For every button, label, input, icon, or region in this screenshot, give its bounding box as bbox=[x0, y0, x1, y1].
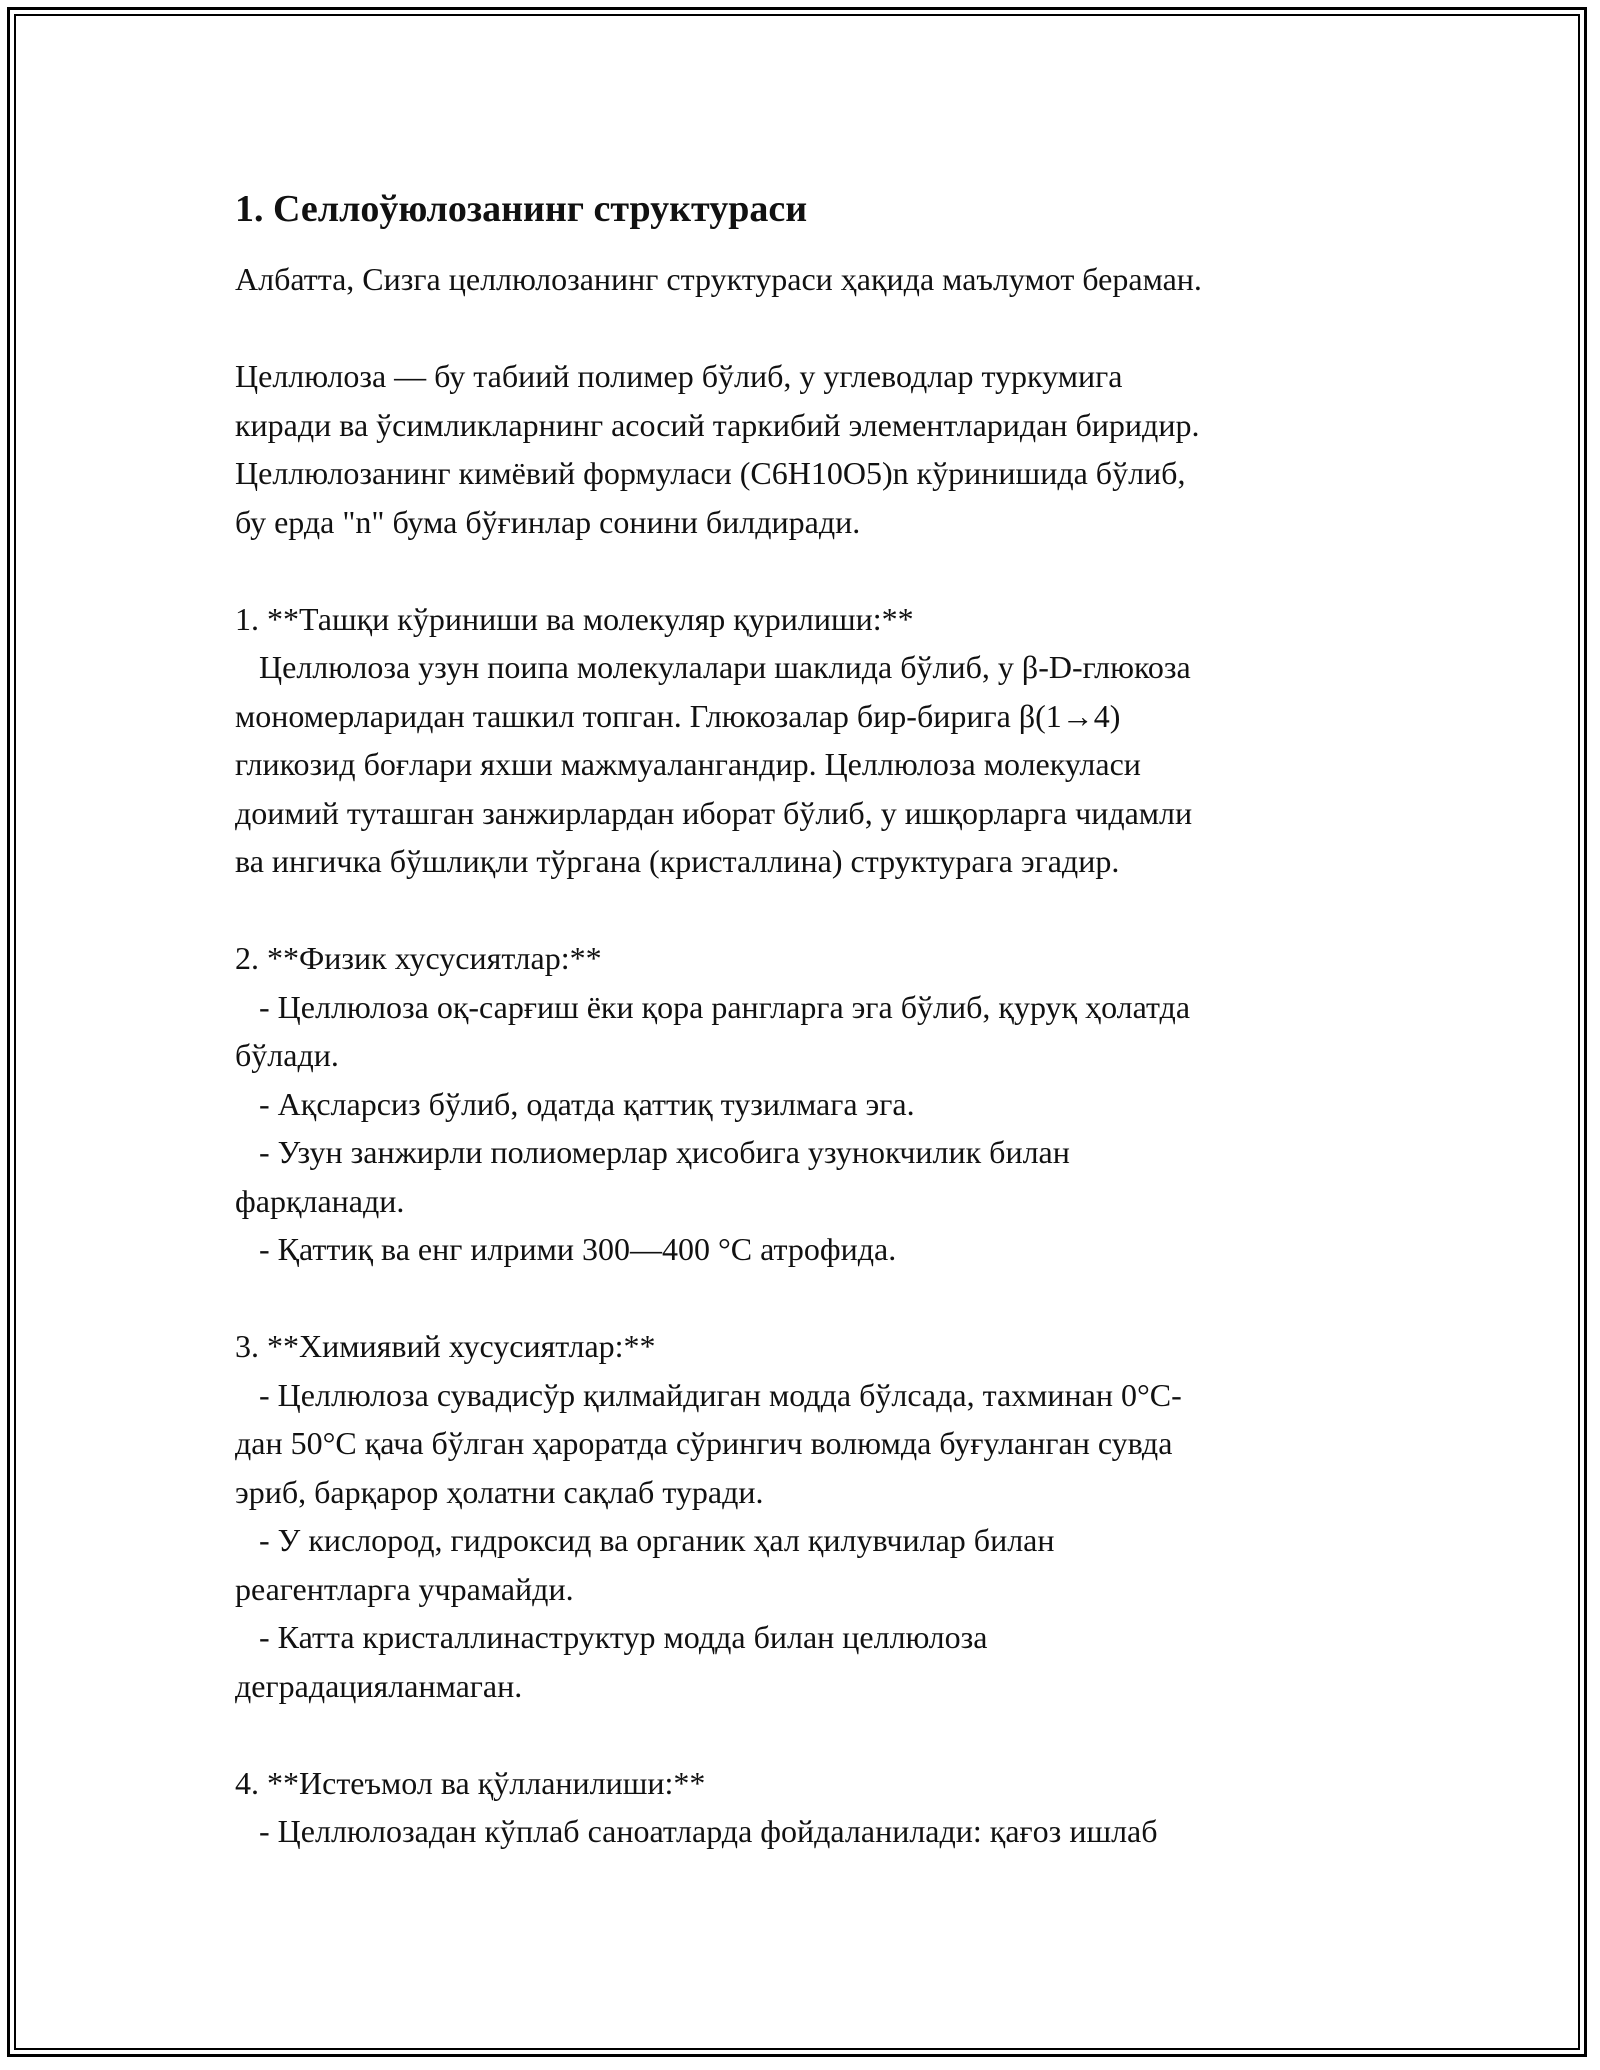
text-line: - Ақсларсиз бўлиб, одатда қаттиқ тузилмага эга. bbox=[235, 1085, 915, 1122]
text-line: фарқланади. bbox=[235, 1182, 405, 1219]
text-line: эриб, барқарор ҳолатни сақлаб туради. bbox=[235, 1473, 764, 1510]
text-line: Целлюлоза узун поипа молекулалари шаклида бўлиб, у β-D-глюкоза bbox=[235, 649, 1191, 685]
paragraph-gap bbox=[235, 546, 1385, 595]
text-line: киради ва ўсимликларнинг асосий таркибий элементларидан биридир. bbox=[235, 406, 1200, 443]
paragraph-gap bbox=[235, 304, 1385, 353]
document-body bbox=[235, 185, 1385, 1856]
text-line: Албатта, Сизга целлюлозанинг структураси ҳақида маълумот бераман. bbox=[235, 261, 1202, 297]
text-line: мономерларидан ташкил топган. Глюкозалар бир-бирига β(1→4) bbox=[235, 697, 1121, 734]
paragraph-gap bbox=[235, 886, 1385, 935]
text-line: ва ингичка бўшлиқли тўргана (кристаллина) структурага эгадир. bbox=[235, 843, 1120, 879]
text-line: 1. **Ташқи кўриниши ва молекуляр қурилиши:** bbox=[235, 600, 914, 637]
text-line: доимий туташган занжирлардан иборат бўлиб, у ишқорларга чидамли bbox=[235, 794, 1193, 831]
text-line: - Узун занжирли полиомерлар ҳисобига узунокчилик билан bbox=[235, 1134, 1070, 1170]
document-title: 1. Селлоўюлозанинг структураси bbox=[235, 188, 808, 230]
text-line: деградацияланмаган. bbox=[235, 1667, 523, 1704]
text-line: 4. **Истеъмол ва қўлланилиши:** bbox=[235, 1764, 706, 1801]
text-line: - Целлюлоза сувадисўр қилмайдиган модда бўлсада, тахминан 0°C- bbox=[235, 1376, 1182, 1413]
text-line: гликозид боғлари яхши мажмуалангандир. Целлюлоза молекуласи bbox=[235, 746, 1141, 782]
paragraph-gap bbox=[235, 1274, 1385, 1323]
text-line: Целлюлозанинг кимёвий формуласи (C6H10O5)n кўринишида бўлиб, bbox=[235, 455, 1186, 491]
text-line: бўлади. bbox=[235, 1037, 339, 1073]
text-line: - Қаттиқ ва енг илрими 300—400 °C атрофида. bbox=[235, 1231, 897, 1267]
document-text bbox=[235, 255, 1385, 1856]
text-line: - Целлюлоза оқ-сарғиш ёки қора рангларга эга бўлиб, қуруқ ҳолатда bbox=[235, 988, 1191, 1025]
text-line: бу ерда "n" бума бўғинлар сонини билдиради. bbox=[235, 503, 861, 540]
text-line: 3. **Химиявий хусусиятлар:** bbox=[235, 1328, 656, 1364]
text-line: - Катта кристаллинаструктур модда билан целлюлоза bbox=[235, 1619, 988, 1655]
text-line: реагентларга учрамайди. bbox=[235, 1570, 574, 1607]
text-line: Целлюлоза — бу табиий полимер бўлиб, у углеводлар туркумига bbox=[235, 358, 1123, 394]
paragraph-gap bbox=[235, 1710, 1385, 1759]
text-line: - Целлюлозадан кўплаб саноатларда фойдаланилади: қағоз ишлаб bbox=[235, 1813, 1158, 1849]
text-line: 2. **Физик хусусиятлар:** bbox=[235, 940, 602, 976]
text-line: - У кислород, гидроксид ва органик ҳал қилувчилар билан bbox=[235, 1522, 1055, 1558]
text-line: дан 50°C қача бўлган ҳароратда сўрингич волюмда буғуланган сувда bbox=[235, 1425, 1173, 1461]
